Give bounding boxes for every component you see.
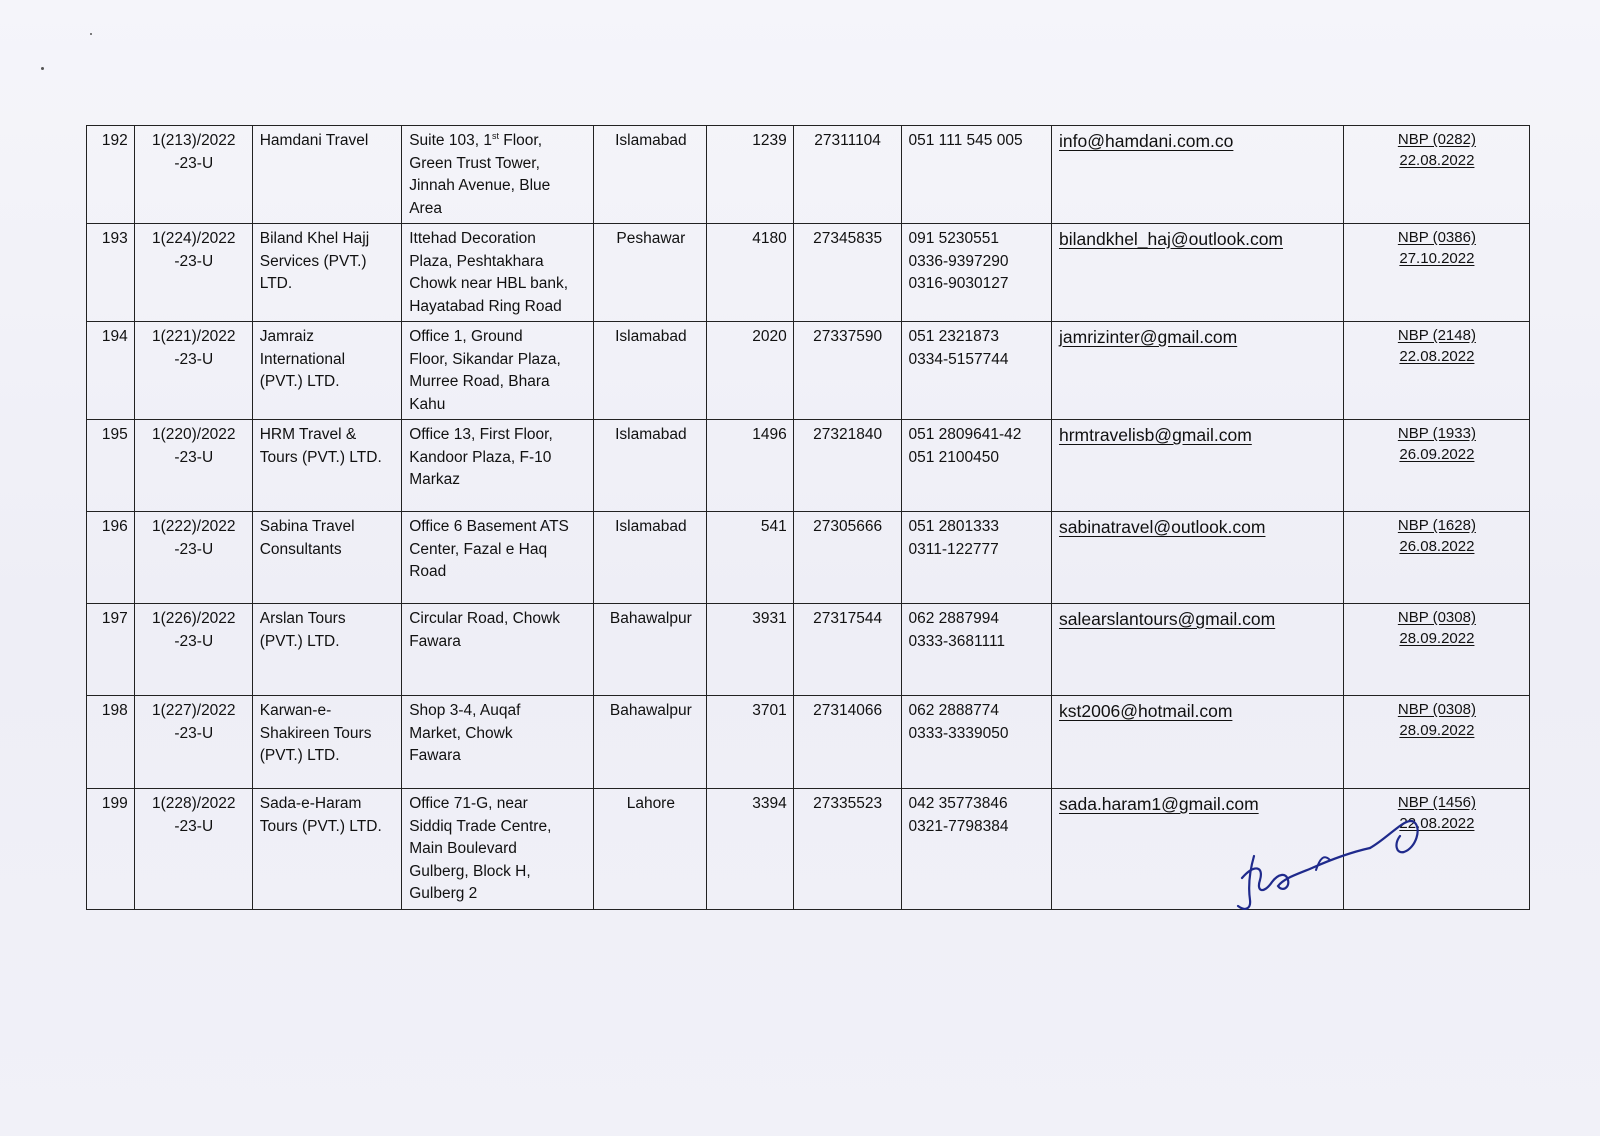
agency-address bbox=[402, 696, 594, 789]
agency-address-line: Fawara bbox=[409, 747, 461, 764]
ntn-number bbox=[793, 696, 901, 789]
licence-number-line: 1(220)/2022 bbox=[151, 426, 236, 443]
ntn-number-text: 27321840 bbox=[813, 426, 883, 443]
agency-address-line: Hayatabad Ring Road bbox=[409, 297, 562, 315]
serial-number bbox=[87, 322, 135, 420]
table-row bbox=[87, 696, 1530, 789]
serial-number bbox=[87, 604, 135, 696]
agency-address-line: Suite 103, 1st Floor, bbox=[409, 130, 543, 149]
serial-number bbox=[87, 789, 135, 910]
bank-branch: NBP (1628) bbox=[1397, 517, 1476, 534]
email-address-text[interactable]: sabinatravel@outlook.com bbox=[1059, 517, 1266, 537]
ntn-number bbox=[793, 789, 901, 910]
agency-name bbox=[252, 512, 401, 604]
agency-name-line: Tours (PVT.) LTD. bbox=[259, 448, 382, 466]
bank-date: 22.08.2022 bbox=[1399, 347, 1475, 365]
email-address-text[interactable]: salearslantours@gmail.com bbox=[1059, 609, 1276, 629]
agency-address-line: Office 71-G, near bbox=[409, 795, 528, 812]
ntn-number bbox=[793, 322, 901, 420]
ntn-number-text: 27335523 bbox=[813, 795, 883, 812]
bank-branch: NBP (2148) bbox=[1397, 327, 1476, 344]
agency-address-line: Circular Road, Chowk bbox=[409, 610, 560, 627]
phone-numbers-line: 0333-3339050 bbox=[908, 724, 1009, 742]
phone-numbers-line: 051 2100450 bbox=[908, 448, 1000, 466]
ntn-number-text: 27314066 bbox=[813, 702, 883, 719]
agency-name-line: (PVT.) LTD. bbox=[259, 373, 340, 390]
ntn-number-text: 27317544 bbox=[813, 610, 883, 627]
agency-name-line: Arslan Tours bbox=[259, 610, 346, 627]
agency-address-line: Floor, Sikandar Plaza, bbox=[409, 350, 561, 368]
agency-city bbox=[594, 322, 707, 420]
licence-number bbox=[134, 420, 252, 512]
email-address[interactable] bbox=[1052, 604, 1344, 696]
phone-numbers-line: 0311-122777 bbox=[908, 540, 999, 558]
licence-number-line: 1(224)/2022 bbox=[151, 230, 236, 247]
ntn-number bbox=[793, 512, 901, 604]
phone-numbers bbox=[901, 789, 1052, 910]
table-row bbox=[87, 322, 1530, 420]
agency-city bbox=[594, 420, 707, 512]
agency-address bbox=[402, 420, 594, 512]
agency-code bbox=[707, 512, 793, 604]
licence-number-line: 1(227)/2022 bbox=[151, 702, 236, 719]
agency-name-line: Consultants bbox=[259, 540, 342, 558]
agency-address-line: Office 6 Basement ATS bbox=[409, 518, 569, 535]
serial-number-text: 194 bbox=[101, 328, 128, 345]
licence-number bbox=[134, 604, 252, 696]
agency-name bbox=[252, 224, 401, 322]
licence-number-line: -23-U bbox=[174, 724, 214, 742]
agency-name bbox=[252, 420, 401, 512]
licence-number-line: 1(226)/2022 bbox=[151, 610, 236, 627]
agency-city bbox=[594, 126, 707, 224]
phone-numbers-line: 042 35773846 bbox=[908, 795, 1008, 812]
licence-number bbox=[134, 789, 252, 910]
agency-name-line: Shakireen Tours bbox=[259, 724, 372, 742]
ntn-number bbox=[793, 126, 901, 224]
serial-number-text: 199 bbox=[101, 795, 128, 812]
bank-challan bbox=[1343, 420, 1529, 512]
phone-numbers-line: 051 2321873 bbox=[908, 328, 1000, 345]
ntn-number-text: 27311104 bbox=[814, 132, 881, 149]
agency-name bbox=[252, 696, 401, 789]
agency-address-line: Market, Chowk bbox=[409, 724, 513, 742]
agency-code bbox=[707, 420, 793, 512]
email-address-text[interactable]: bilandkhel_haj@outlook.com bbox=[1059, 229, 1284, 249]
agency-name-line: HRM Travel & bbox=[259, 426, 357, 443]
agency-code bbox=[707, 322, 793, 420]
bank-challan bbox=[1343, 322, 1529, 420]
agency-city-text: Islamabad bbox=[615, 426, 687, 443]
bank-challan bbox=[1343, 224, 1529, 322]
phone-numbers-line: 051 2809641-42 bbox=[908, 426, 1022, 443]
agency-code-text: 1239 bbox=[752, 132, 787, 149]
bank-date: 22.08.2022 bbox=[1399, 151, 1475, 169]
email-address-text[interactable]: kst2006@hotmail.com bbox=[1059, 701, 1233, 721]
ntn-number-text: 27337590 bbox=[813, 328, 883, 345]
agency-name-line: Sabina Travel bbox=[259, 518, 355, 535]
licence-number bbox=[134, 696, 252, 789]
licence-number bbox=[134, 512, 252, 604]
phone-numbers-line: 051 111 545 005 bbox=[908, 132, 1023, 149]
licence-number-line: -23-U bbox=[174, 448, 214, 466]
email-address[interactable] bbox=[1052, 696, 1344, 789]
agency-code-text: 2020 bbox=[752, 328, 787, 345]
agency-name-line: Services (PVT.) bbox=[259, 252, 367, 270]
phone-numbers bbox=[901, 224, 1052, 322]
agency-city-text: Islamabad bbox=[615, 328, 687, 345]
serial-number-text: 197 bbox=[101, 610, 128, 627]
agency-code-text: 3701 bbox=[752, 702, 787, 719]
agency-address-line: Center, Fazal e Haq bbox=[409, 540, 548, 558]
phone-numbers-line: 062 2887994 bbox=[908, 610, 1000, 627]
serial-number bbox=[87, 126, 135, 224]
phone-numbers bbox=[901, 322, 1052, 420]
agency-city bbox=[594, 604, 707, 696]
agency-address-line: Green Trust Tower, bbox=[409, 154, 540, 172]
bank-challan bbox=[1343, 604, 1529, 696]
agency-name bbox=[252, 789, 401, 910]
agency-address-line: Kahu bbox=[409, 395, 446, 413]
phone-numbers-line: 062 2888774 bbox=[908, 702, 1000, 719]
phone-numbers-line: 0336-9397290 bbox=[908, 252, 1009, 270]
licence-number-line: 1(222)/2022 bbox=[151, 518, 236, 535]
bank-branch: NBP (0308) bbox=[1397, 701, 1476, 718]
serial-number-text: 198 bbox=[101, 702, 128, 719]
agency-code bbox=[707, 789, 793, 910]
serial-number-text: 192 bbox=[101, 132, 128, 149]
phone-numbers-line: 0316-9030127 bbox=[908, 275, 1009, 292]
agency-register-table bbox=[86, 125, 1530, 910]
phone-numbers bbox=[901, 696, 1052, 789]
agency-city bbox=[594, 512, 707, 604]
table-row bbox=[87, 604, 1530, 696]
agency-address bbox=[402, 789, 594, 910]
bank-branch: NBP (0282) bbox=[1397, 131, 1476, 148]
agency-city bbox=[594, 696, 707, 789]
agency-name-line: Tours (PVT.) LTD. bbox=[259, 817, 382, 835]
serial-number bbox=[87, 224, 135, 322]
bank-date: 26.08.2022 bbox=[1399, 537, 1475, 555]
ntn-number-text: 27345835 bbox=[813, 230, 883, 247]
agency-code bbox=[707, 604, 793, 696]
phone-numbers bbox=[901, 512, 1052, 604]
bank-challan bbox=[1343, 126, 1529, 224]
licence-number-line: -23-U bbox=[174, 632, 214, 650]
licence-number-line: 1(228)/2022 bbox=[151, 795, 236, 812]
bank-branch: NBP (1456) bbox=[1397, 794, 1476, 811]
scan-speck bbox=[41, 67, 44, 70]
serial-number-text: 195 bbox=[101, 426, 128, 443]
agency-address bbox=[402, 126, 594, 224]
email-address-text[interactable]: hrmtravelisb@gmail.com bbox=[1059, 425, 1252, 445]
agency-city-text: Islamabad bbox=[615, 518, 687, 535]
agency-code-text: 3931 bbox=[752, 610, 787, 627]
agency-code-text: 3394 bbox=[752, 795, 787, 812]
licence-number-line: 1(221)/2022 bbox=[151, 328, 236, 345]
email-address[interactable] bbox=[1052, 420, 1344, 512]
licence-number-line: 1(213)/2022 bbox=[151, 132, 236, 149]
agency-code-text: 1496 bbox=[752, 426, 787, 443]
agency-name-line: Hamdani Travel bbox=[259, 132, 369, 149]
agency-city-text: Lahore bbox=[626, 795, 675, 812]
agency-address bbox=[402, 322, 594, 420]
email-address-text[interactable]: info@hamdani.com.co bbox=[1059, 131, 1234, 151]
agency-name bbox=[252, 126, 401, 224]
table-row bbox=[87, 224, 1530, 322]
agency-name-line: Jamraiz bbox=[259, 328, 314, 345]
agency-name-line: LTD. bbox=[259, 275, 293, 292]
agency-name bbox=[252, 604, 401, 696]
bank-challan bbox=[1343, 696, 1529, 789]
bank-challan bbox=[1343, 512, 1529, 604]
agency-address-line: Road bbox=[409, 563, 447, 580]
table-row bbox=[87, 126, 1530, 224]
agency-address-line: Ittehad Decoration bbox=[409, 230, 536, 247]
agency-name-line: (PVT.) LTD. bbox=[259, 747, 340, 764]
bank-branch: NBP (1933) bbox=[1397, 425, 1476, 442]
phone-numbers-line: 051 2801333 bbox=[908, 518, 1000, 535]
agency-code-text: 541 bbox=[760, 518, 787, 535]
licence-number-line: -23-U bbox=[174, 154, 214, 172]
bank-date: 28.09.2022 bbox=[1399, 629, 1475, 647]
email-address[interactable] bbox=[1052, 224, 1344, 322]
agency-name bbox=[252, 322, 401, 420]
agency-city-text: Peshawar bbox=[616, 230, 686, 247]
agency-city-text: Bahawalpur bbox=[609, 702, 692, 719]
agency-name-line: Biland Khel Hajj bbox=[259, 230, 370, 247]
signature-icon bbox=[1220, 808, 1460, 928]
licence-number-line: -23-U bbox=[174, 350, 214, 368]
agency-address-line: Gulberg 2 bbox=[409, 885, 478, 902]
agency-address-line: Chowk near HBL bank, bbox=[409, 275, 569, 292]
agency-name-line: (PVT.) LTD. bbox=[259, 632, 340, 650]
phone-numbers bbox=[901, 420, 1052, 512]
agency-address-line: Office 1, Ground bbox=[409, 328, 523, 345]
serial-number-text: 196 bbox=[101, 518, 128, 535]
agency-address bbox=[402, 512, 594, 604]
agency-address-line: Plaza, Peshtakhara bbox=[409, 252, 544, 270]
table-row bbox=[87, 420, 1530, 512]
agency-code bbox=[707, 696, 793, 789]
bank-date: 27.10.2022 bbox=[1399, 249, 1475, 267]
agency-address-line: Murree Road, Bhara bbox=[409, 373, 550, 390]
agency-address bbox=[402, 224, 594, 322]
ntn-number bbox=[793, 604, 901, 696]
agency-address-line: Shop 3-4, Auqaf bbox=[409, 702, 521, 719]
email-address[interactable] bbox=[1052, 322, 1344, 420]
agency-city bbox=[594, 789, 707, 910]
phone-numbers bbox=[901, 604, 1052, 696]
serial-number bbox=[87, 512, 135, 604]
agency-address-line: Main Boulevard bbox=[409, 840, 517, 857]
bank-date: 26.09.2022 bbox=[1399, 445, 1475, 463]
phone-numbers-line: 0333-3681111 bbox=[908, 632, 1006, 650]
agency-city-text: Islamabad bbox=[615, 132, 687, 149]
agency-name-line: International bbox=[259, 350, 346, 368]
agency-address-line: Kandoor Plaza, F-10 bbox=[409, 448, 552, 466]
agency-city-text: Bahawalpur bbox=[609, 610, 692, 627]
agency-address bbox=[402, 604, 594, 696]
agency-name-line: Karwan-e- bbox=[259, 702, 332, 719]
agency-name-line: Sada-e-Haram bbox=[259, 795, 362, 812]
ntn-number bbox=[793, 420, 901, 512]
phone-numbers-line: 091 5230551 bbox=[908, 230, 1000, 247]
email-address-text[interactable]: sada.haram1@gmail.com bbox=[1059, 794, 1259, 814]
bank-date: 22.08.2022 bbox=[1399, 814, 1475, 832]
agency-address-line: Markaz bbox=[409, 471, 461, 488]
phone-numbers-line: 0334-5157744 bbox=[908, 350, 1009, 368]
licence-number bbox=[134, 126, 252, 224]
licence-number-line: -23-U bbox=[174, 540, 214, 558]
bank-branch: NBP (0386) bbox=[1397, 229, 1476, 246]
email-address[interactable] bbox=[1052, 512, 1344, 604]
agency-address-line: Area bbox=[409, 199, 442, 217]
agency-address-line: Jinnah Avenue, Blue bbox=[409, 177, 551, 194]
licence-number-line: -23-U bbox=[174, 817, 214, 835]
serial-number bbox=[87, 420, 135, 512]
phone-numbers bbox=[901, 126, 1052, 224]
ntn-number bbox=[793, 224, 901, 322]
licence-number bbox=[134, 322, 252, 420]
agency-address-line: Office 13, First Floor, bbox=[409, 426, 553, 443]
ntn-number-text: 27305666 bbox=[813, 518, 883, 535]
email-address[interactable] bbox=[1052, 126, 1344, 224]
phone-numbers-line: 0321-7798384 bbox=[908, 817, 1009, 835]
agency-address-line: Fawara bbox=[409, 632, 461, 650]
table-row bbox=[87, 512, 1530, 604]
bank-date: 28.09.2022 bbox=[1399, 721, 1475, 739]
licence-number-line: -23-U bbox=[174, 252, 214, 270]
email-address-text[interactable]: jamrizinter@gmail.com bbox=[1059, 327, 1238, 347]
bank-branch: NBP (0308) bbox=[1397, 609, 1476, 626]
agency-address-line: Siddiq Trade Centre, bbox=[409, 817, 552, 835]
agency-code-text: 4180 bbox=[752, 230, 787, 247]
table-body bbox=[87, 126, 1530, 910]
licence-number bbox=[134, 224, 252, 322]
scan-speck bbox=[90, 33, 92, 35]
serial-number bbox=[87, 696, 135, 789]
serial-number-text: 193 bbox=[101, 230, 128, 247]
agency-city bbox=[594, 224, 707, 322]
agency-code bbox=[707, 126, 793, 224]
agency-code bbox=[707, 224, 793, 322]
agency-address-line: Gulberg, Block H, bbox=[409, 862, 531, 880]
